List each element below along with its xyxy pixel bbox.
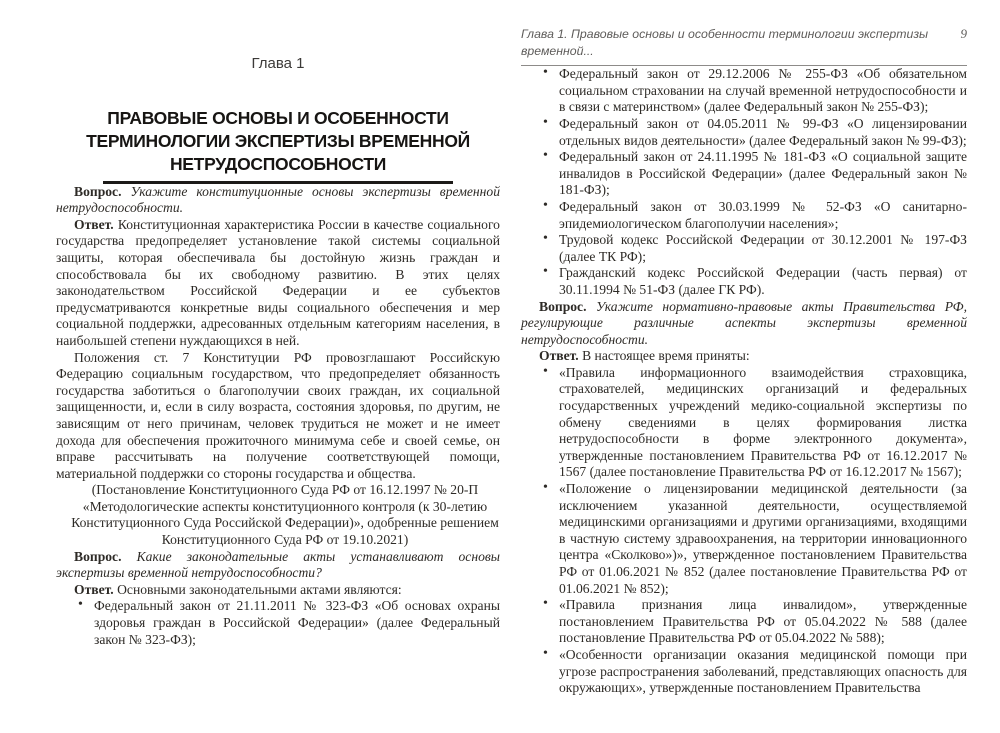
list-item-text: Федеральный закон от 24.11.1995 № 181-ФЗ «О социальной защите инвалидов в Российской Федерации» (далее Федеральный закон № 181-ФЗ);: [559, 149, 967, 198]
list-item-text: «Положение о лицензировании медицинской деятельности (за исключением указанной деятельности, осуществляемой медицинскими организациями и другими организациями, входящими в частную систему здравоохранения, на территории инновационного центра «Сколково»)», утвержденное постановлением Правительства РФ от 01.06.2021 № 852 (далее постановление Правительства РФ от 01.06.2021 № 852);: [559, 481, 967, 596]
list-item: [543, 199, 967, 232]
left-page: [56, 0, 500, 648]
citation-block: (Постановление Конституционного Суда РФ от 16.12.1997 № 20-П «Методологические аспекты конституционного контроля (к 30-летию Конституционного Суда Российской Федерации)», одобренные решением Конституционного Суда РФ от 19.10.2021): [71, 482, 499, 548]
law-list-left: [56, 598, 500, 648]
question-label: Вопрос.: [74, 183, 122, 199]
answer-label: Ответ.: [74, 216, 114, 232]
question-text: Какие законодательные акты устанавливают основы экспертизы временной нетрудоспособности?: [56, 548, 500, 581]
bullet-icon: •: [543, 363, 548, 379]
list-item: [543, 149, 967, 199]
list-item: [543, 232, 967, 265]
bullet-icon: •: [543, 114, 548, 130]
bullet-icon: •: [543, 480, 548, 496]
list-item-text: «Правила информационного взаимодействия страховщика, страхователей, медицинских организаций и федеральных государственных учреждений медико-социальной экспертизы по обмену сведениями в целях формирования листка нетрудоспособности в форме электронного документа», утвержденные постановлением Правительства РФ от 16.12.2017 № 1567 (далее постановление Правительства РФ от 16.12.2017 № 1567);: [559, 364, 967, 480]
answer-intro-paragraph: [56, 582, 500, 599]
list-item: [543, 597, 967, 647]
list-item-text: Федеральный закон от 30.03.1999 № 52-ФЗ «О санитарно-эпидемиологическом благополучии населения»;: [559, 198, 967, 231]
list-item-text: Федеральный закон от 29.12.2006 № 255-ФЗ «Об обязательном социальном страховании на случай временной нетрудоспособности и в связи с материнством» (далее Федеральный закон № 255-ФЗ);: [559, 66, 967, 115]
list-item: [543, 265, 967, 298]
question-paragraph: [521, 299, 967, 349]
list-item: [543, 481, 967, 597]
question-text: Укажите нормативно-правовые акты Правительства РФ, регулирующие различные аспекты экспертизы временной нетрудоспособности.: [521, 298, 968, 347]
answer-label: Ответ.: [74, 581, 114, 597]
chapter-label: Глава 1: [251, 55, 305, 72]
question-paragraph-2: [56, 549, 500, 582]
question-label: Вопрос.: [539, 298, 587, 314]
answer-intro-paragraph: [521, 348, 967, 365]
answer-text: Конституционная характеристика России в качестве социального государства предопределяет установление такой системы социальной защиты, которая обеспечивала бы достойную жизнь граждан и способствовала бы их свободному развитию. В этих целях законодательством Российской Федерации и ее субъектов предусматриваются конкретные виды социального обеспечения и мер социальной поддержки, адресованных отдельным категориям населения, в наибольшей степени нуждающихся в ней.: [56, 216, 500, 348]
bullet-icon: •: [78, 597, 83, 613]
answer-paragraph-1: [56, 217, 500, 350]
page-number: 9: [960, 26, 967, 41]
list-item-text: Трудовой кодекс Российской Федерации от 30.12.2001 № 197-ФЗ (далее ТК РФ);: [559, 232, 967, 264]
question-paragraph-1: [56, 184, 500, 217]
running-header: [521, 26, 967, 66]
list-item-text: Гражданский кодекс Российской Федерации (часть первая) от 30.11.1994 № 51-ФЗ (далее ГК РФ).: [559, 265, 967, 297]
list-item-text: «Особенности организации оказания медицинской помощи при угрозе распространения заболеваний, представляющих опасность для окружающих», утвержденные постановлением Правительства: [559, 646, 967, 696]
list-item: [543, 66, 967, 116]
bullet-icon: •: [543, 596, 548, 612]
question-text: Укажите конституционные основы экспертизы временной нетрудоспособности.: [56, 183, 500, 216]
list-item-text: «Правила признания лица инвалидом», утвержденные постановлением Правительства РФ от 05.04.2022 № 588 (далее постановление Правительства РФ от 05.04.2022 № 588);: [559, 597, 967, 646]
bullet-icon: •: [543, 65, 548, 81]
question-label: Вопрос.: [74, 548, 122, 564]
list-item: [543, 647, 967, 697]
bullet-icon: •: [543, 231, 548, 247]
bullet-icon: •: [543, 645, 548, 661]
list-item: [543, 365, 967, 481]
acts-list: [521, 365, 967, 697]
bullet-icon: •: [543, 197, 548, 213]
list-item: [543, 116, 967, 149]
answer-intro-text: Основными законодательными актами являются:: [117, 581, 402, 597]
law-list-right: [521, 66, 967, 298]
list-item-text: Федеральный закон от 04.05.2011 № 99-ФЗ «О лицензировании отдельных видов деятельности» (далее Федеральный закон № 99-ФЗ);: [559, 115, 967, 148]
bullet-icon: •: [543, 148, 548, 164]
list-item-text: Федеральный закон от 21.11.2011 № 323-ФЗ «Об основах охраны здоровья граждан в Российской Федерации» (далее Федеральный закон № 323-ФЗ);: [94, 598, 500, 647]
chapter-title: ПРАВОВЫЕ ОСНОВЫ И ОСОБЕННОСТИ ТЕРМИНОЛОГИИ ЭКСПЕРТИЗЫ ВРЕМЕННОЙ НЕТРУДОСПОСОБНОСТИ: [86, 107, 470, 174]
bullet-icon: •: [543, 264, 548, 280]
answer-intro-text: В настоящее время приняты:: [582, 348, 750, 364]
right-page: [521, 0, 967, 697]
answer-paragraph-2: Положения ст. 7 Конституции РФ провозглашают Российскую Федерацию социальным государством, что предопределяет обязанность государства заботиться о благополучии своих граждан, их социальной защищенности, и, если в силу возраста, состояния здоровья, по другим, не зависящим от него причинам, человек трудиться не может и не имеет дохода для обеспечения прожиточного минимума себе и своей семье, он вправе рассчитывать на получение соответствующей помощи, материальной поддержки со стороны государства и общества.: [56, 349, 500, 481]
answer-label: Ответ.: [539, 348, 579, 364]
running-header-text: Глава 1. Правовые основы и особенности терминологии экспертизы временной...: [521, 27, 929, 58]
list-item: [78, 598, 500, 648]
